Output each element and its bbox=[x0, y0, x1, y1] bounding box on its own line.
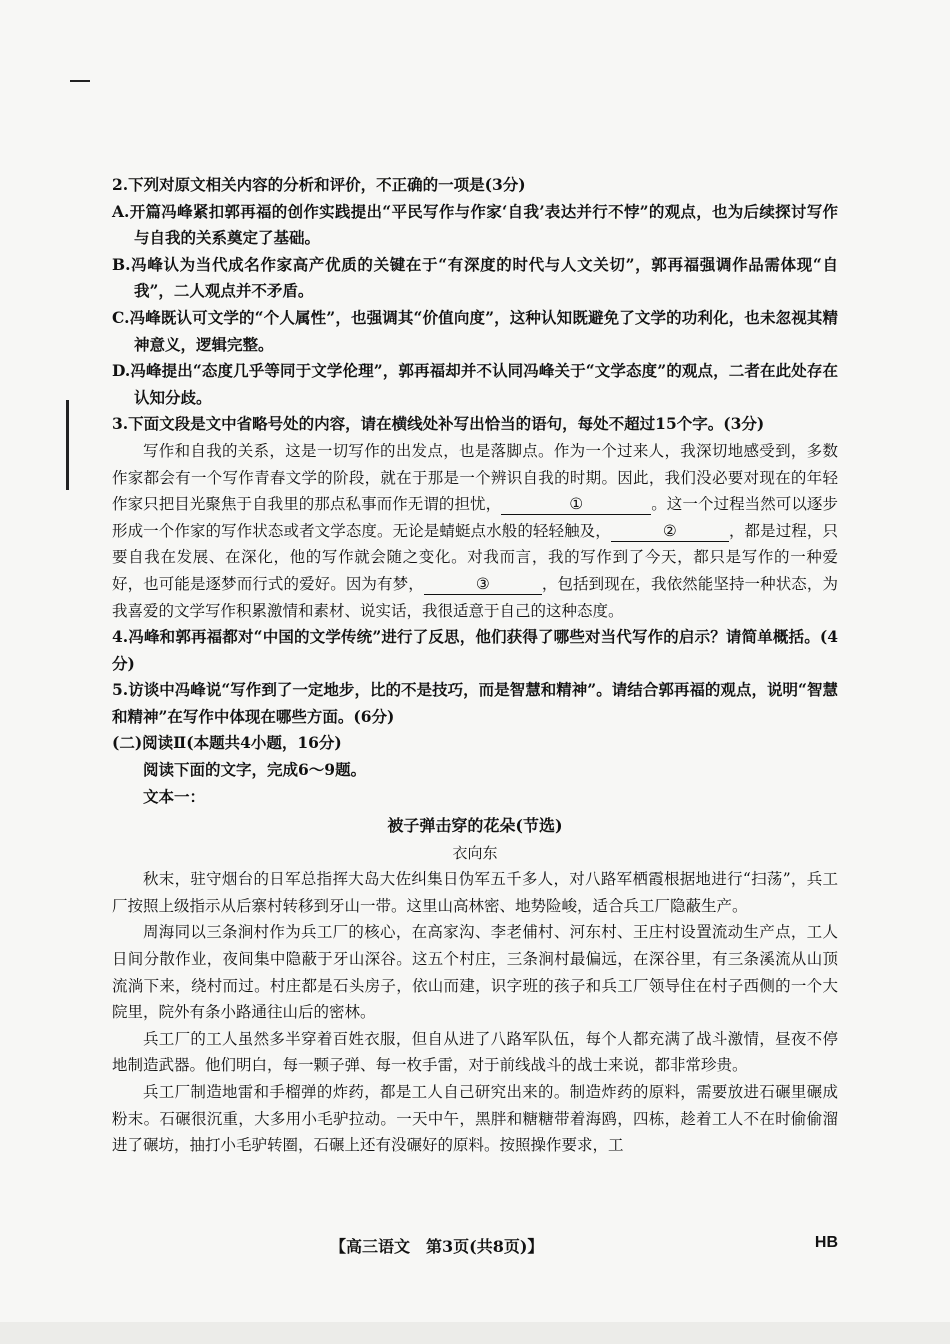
section-2-heading: (二)阅读Ⅱ(本题共4小题，16分) bbox=[112, 733, 342, 753]
text-1-label: 文本一： bbox=[143, 786, 206, 806]
scan-bottom-edge bbox=[0, 1322, 950, 1344]
article-paragraph: 兵工厂的工人虽然多半穿着百姓衣服，但自从进了八路军队伍，每个人都充满了战斗激情，昼夜不停地制造武器。他们明白，每一颗子弹、每一枚手雷，对于前线战斗的战士来说，都非常珍贵。 bbox=[112, 1029, 838, 1075]
question-2-stem: 2.下列对原文相关内容的分析和评价，不正确的一项是(3分) bbox=[112, 175, 526, 194]
page-footer bbox=[0, 1234, 950, 1262]
section-2-instruction: 阅读下面的文字，完成6～9题。 bbox=[143, 760, 367, 780]
question-2-option-d: D.冯峰提出“态度几乎等同于文学伦理”，郭再福却并不认同冯峰关于“文学态度”的观点，二者在此处存在认知分歧。 bbox=[112, 361, 838, 407]
page-content bbox=[112, 172, 838, 1159]
article-title: 被子弹击穿的花朵(节选) bbox=[387, 816, 563, 836]
scan-mark-top bbox=[70, 80, 90, 82]
article-paragraph: 兵工厂制造地雷和手榴弹的炸药，都是工人自己研究出来的。制造炸药的原料，需要放进石碾里碾成粉末。石碾很沉重，大多用小毛驴拉动。一天中午，黑胖和糖糖带着海鸥，四栋，趁着工人不在时偷偷溜进了碾坊，抽打小毛驴转圈，石碾上还有没碾好的原料。按照操作要求，工 bbox=[112, 1083, 838, 1155]
passage-part-1: 写作和自我的关系，这是一切写作的出发点，也是落脚点。作为一个过来人，我深切地感受到，多数作家都会有一个写作青春文学的阶段，就在于那是一个辨识自我的时期。因此，我们没必要对现在的年轻作家只把目光聚焦于自我里的那点私事而作无谓的担忧， bbox=[112, 441, 838, 514]
passage-part-3: ，都是过程，只要自我在发展、在深化，他的写作就会随之变化。对我而言，我的写作到了今天，都只是写作的一种爱好，也可能是逐梦而行式的爱好。因为有梦， bbox=[112, 521, 838, 593]
question-5: 5.访谈中冯峰说“写作到了一定地步，比的不是技巧，而是智慧和精神”。请结合郭再福的观点，说明“智慧和精神”在写作中体现在哪些方面。(6分) bbox=[112, 680, 838, 726]
answer-blank-3[interactable]: ③ bbox=[424, 574, 542, 595]
question-2-option-b: B.冯峰认为当代成名作家高产优质的关键在于“有深度的时代与人文关切”，郭再福强调作品需体现“自我”，二人观点并不矛盾。 bbox=[112, 254, 838, 301]
scan-mark-side bbox=[66, 400, 69, 490]
question-3-passage bbox=[112, 438, 838, 624]
answer-blank-1[interactable]: ① bbox=[501, 494, 651, 515]
question-3-stem: 3.下面文段是文中省略号处的内容，请在横线处补写出恰当的语句，每处不超过15个字。(3分) bbox=[112, 414, 765, 434]
question-2-option-a: A.开篇冯峰紧扣郭再福的创作实践提出“平民写作与作家‘自我’表达并行不悖”的观点，也为后续探讨写作与自我的关系奠定了基础。 bbox=[112, 201, 838, 248]
article-author: 衣向东 bbox=[452, 844, 498, 863]
exam-code: HB bbox=[814, 1234, 838, 1251]
answer-blank-2[interactable]: ② bbox=[611, 521, 729, 542]
article-paragraph: 秋末，驻守烟台的日军总指挥大岛大佐纠集日伪军五千多人，对八路军栖霞根据地进行“扫荡”，兵工厂按照上级指示从后寨村转移到牙山一带。这里山高林密、地势险峻，适合兵工厂隐蔽生产。 bbox=[112, 870, 838, 915]
passage-part-2: 。这一个过程当然可以逐步形成一个作家的写作状态或者文学态度。无论是蜻蜓点水般的轻轻触及， bbox=[112, 495, 838, 540]
question-2-option-c: C.冯峰既认可文学的“个人属性”，也强调其“价值向度”，这种认知既避免了文学的功利化，也未忽视其精神意义，逻辑完整。 bbox=[112, 307, 838, 354]
question-4: 4.冯峰和郭再福都对“中国的文学传统”进行了反思，他们获得了哪些对当代写作的启示？请简单概括。(4分) bbox=[112, 627, 838, 673]
article-paragraph: 周海同以三条涧村作为兵工厂的核心，在高家沟、李老俌村、河东村、王庄村设置流动生产点，工人日间分散作业，夜间集中隐蔽于牙山深谷。这五个村庄，三条涧村最偏远，在深谷里，有三条溪流从山顶流淌下来，绕村而过。村庄都是石头房子，依山而建，识字班的孩子和兵工厂领导住在村子西侧的一个大院里，院外有条小路通往山后的密林。 bbox=[112, 923, 838, 1022]
page-number: 【高三语文 第3页(共8页)】 bbox=[330, 1237, 544, 1256]
passage-part-4: ，包括到现在，我依然能坚持一种状态，为我喜爱的文学写作积累激情和素材、说实话，我很适意于自己的这种态度。 bbox=[112, 574, 838, 620]
